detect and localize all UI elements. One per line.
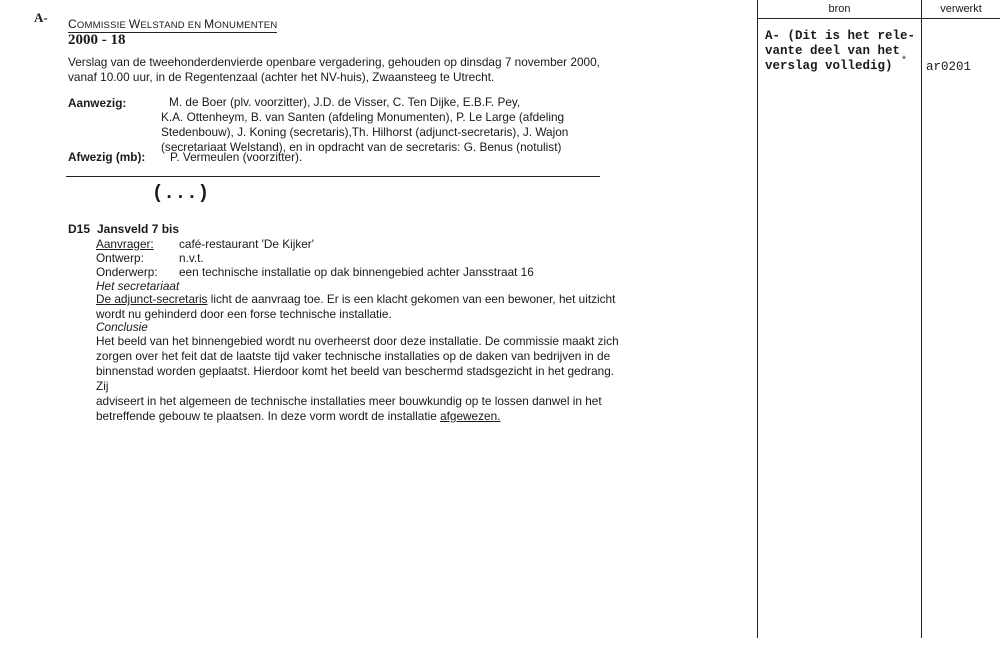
present-list (161, 95, 601, 155)
present-line: K.A. Ottenheym, B. van Santen (afdeling Monumenten), P. Le Large (afdeling (161, 110, 565, 124)
conclusion-paragraph (96, 334, 626, 424)
table-column-divider (921, 0, 922, 638)
present-line: M. de Boer (plv. voorzitter), J.D. de Visser, C. Ten Dijke, E.B.F. Pey, (169, 95, 521, 109)
present-line: Stedenbouw), J. Koning (secretaris),Th. Hilhorst (adjunct-secretaris), J. Wajon (161, 125, 569, 139)
conclusion-line: zorgen over het feit dat de laatste tijd vaker technische installaties op de daken van bedrijven in de (96, 349, 611, 363)
table-left-border (757, 0, 758, 638)
conclusion-line: adviseert in het algemeen de technische installaties meer bouwkundig op te lossen danwel in het (96, 394, 602, 408)
margin-marker: A- (34, 10, 48, 25)
applicant-label: Aanvrager: (96, 237, 154, 251)
present-line: (secretariaat Welstand), en in opdracht van de secretaris: G. Benus (notulist) (161, 140, 562, 154)
applicant-value: café-restaurant 'De Kijker' (179, 237, 314, 251)
subject-label: Onderwerp: (96, 265, 158, 279)
processed-reference: ar0201 (926, 60, 972, 74)
conclusion-verdict: afgewezen. (440, 409, 501, 423)
document-number: 2000 - 18 (68, 32, 126, 48)
secretariat-paragraph: De adjunct-secretaris licht de aanvraag toe. Er is een klacht gekomen van een bewoner, het uitzicht wordt nu gehinderd door een forse technische installatie. (96, 292, 616, 321)
section-divider (66, 176, 600, 177)
omission-marker: (...) (152, 182, 210, 204)
conclusion-line: Het beeld van het binnengebied wordt nu overheerst door deze installatie. De commissie maakt zich (96, 334, 619, 348)
design-value: n.v.t. (179, 251, 204, 265)
source-note: A- (Dit is het rele- vante deel van het verslag volledig) (765, 29, 916, 73)
design-label: Ontwerp: (96, 251, 144, 265)
conclusion-heading: Conclusie (96, 320, 148, 334)
note-mark: * (901, 56, 908, 67)
organization-name: COMMISSIE WELSTAND EN MONUMENTEN (68, 17, 278, 31)
column-header-processed: verwerkt (940, 3, 982, 15)
present-label: Aanwezig: (68, 96, 127, 110)
absent-label: Afwezig (mb): (68, 150, 146, 164)
item-code: D15 (68, 222, 91, 236)
absent-value: P. Vermeulen (voorzitter). (170, 150, 303, 164)
secretariat-role: De adjunct-secretaris (96, 292, 208, 306)
secretariat-heading: Het secretariaat (96, 279, 180, 293)
table-header-rule (757, 18, 1000, 19)
column-header-source: bron (828, 3, 851, 15)
conclusion-line: betreffende gebouw te plaatsen. In deze vorm wordt de installatie (96, 409, 441, 423)
subject-value: een technische installatie op dak binnengebied achter Jansstraat 16 (179, 265, 534, 279)
item-title: Jansveld 7 bis (97, 222, 180, 236)
conclusion-line: binnenstad worden geplaatst. Hierdoor komt het beeld van beschermd stadsgezicht in het gedrang. Zij (96, 364, 615, 393)
meeting-intro: Verslag van de tweehonderdenvierde openbare vergadering, gehouden op dinsdag 7 november 2000, vanaf 10.00 uur, in de Regentenzaal (achter het NV-huis), Zwaansteeg te Utrecht. (68, 55, 600, 84)
